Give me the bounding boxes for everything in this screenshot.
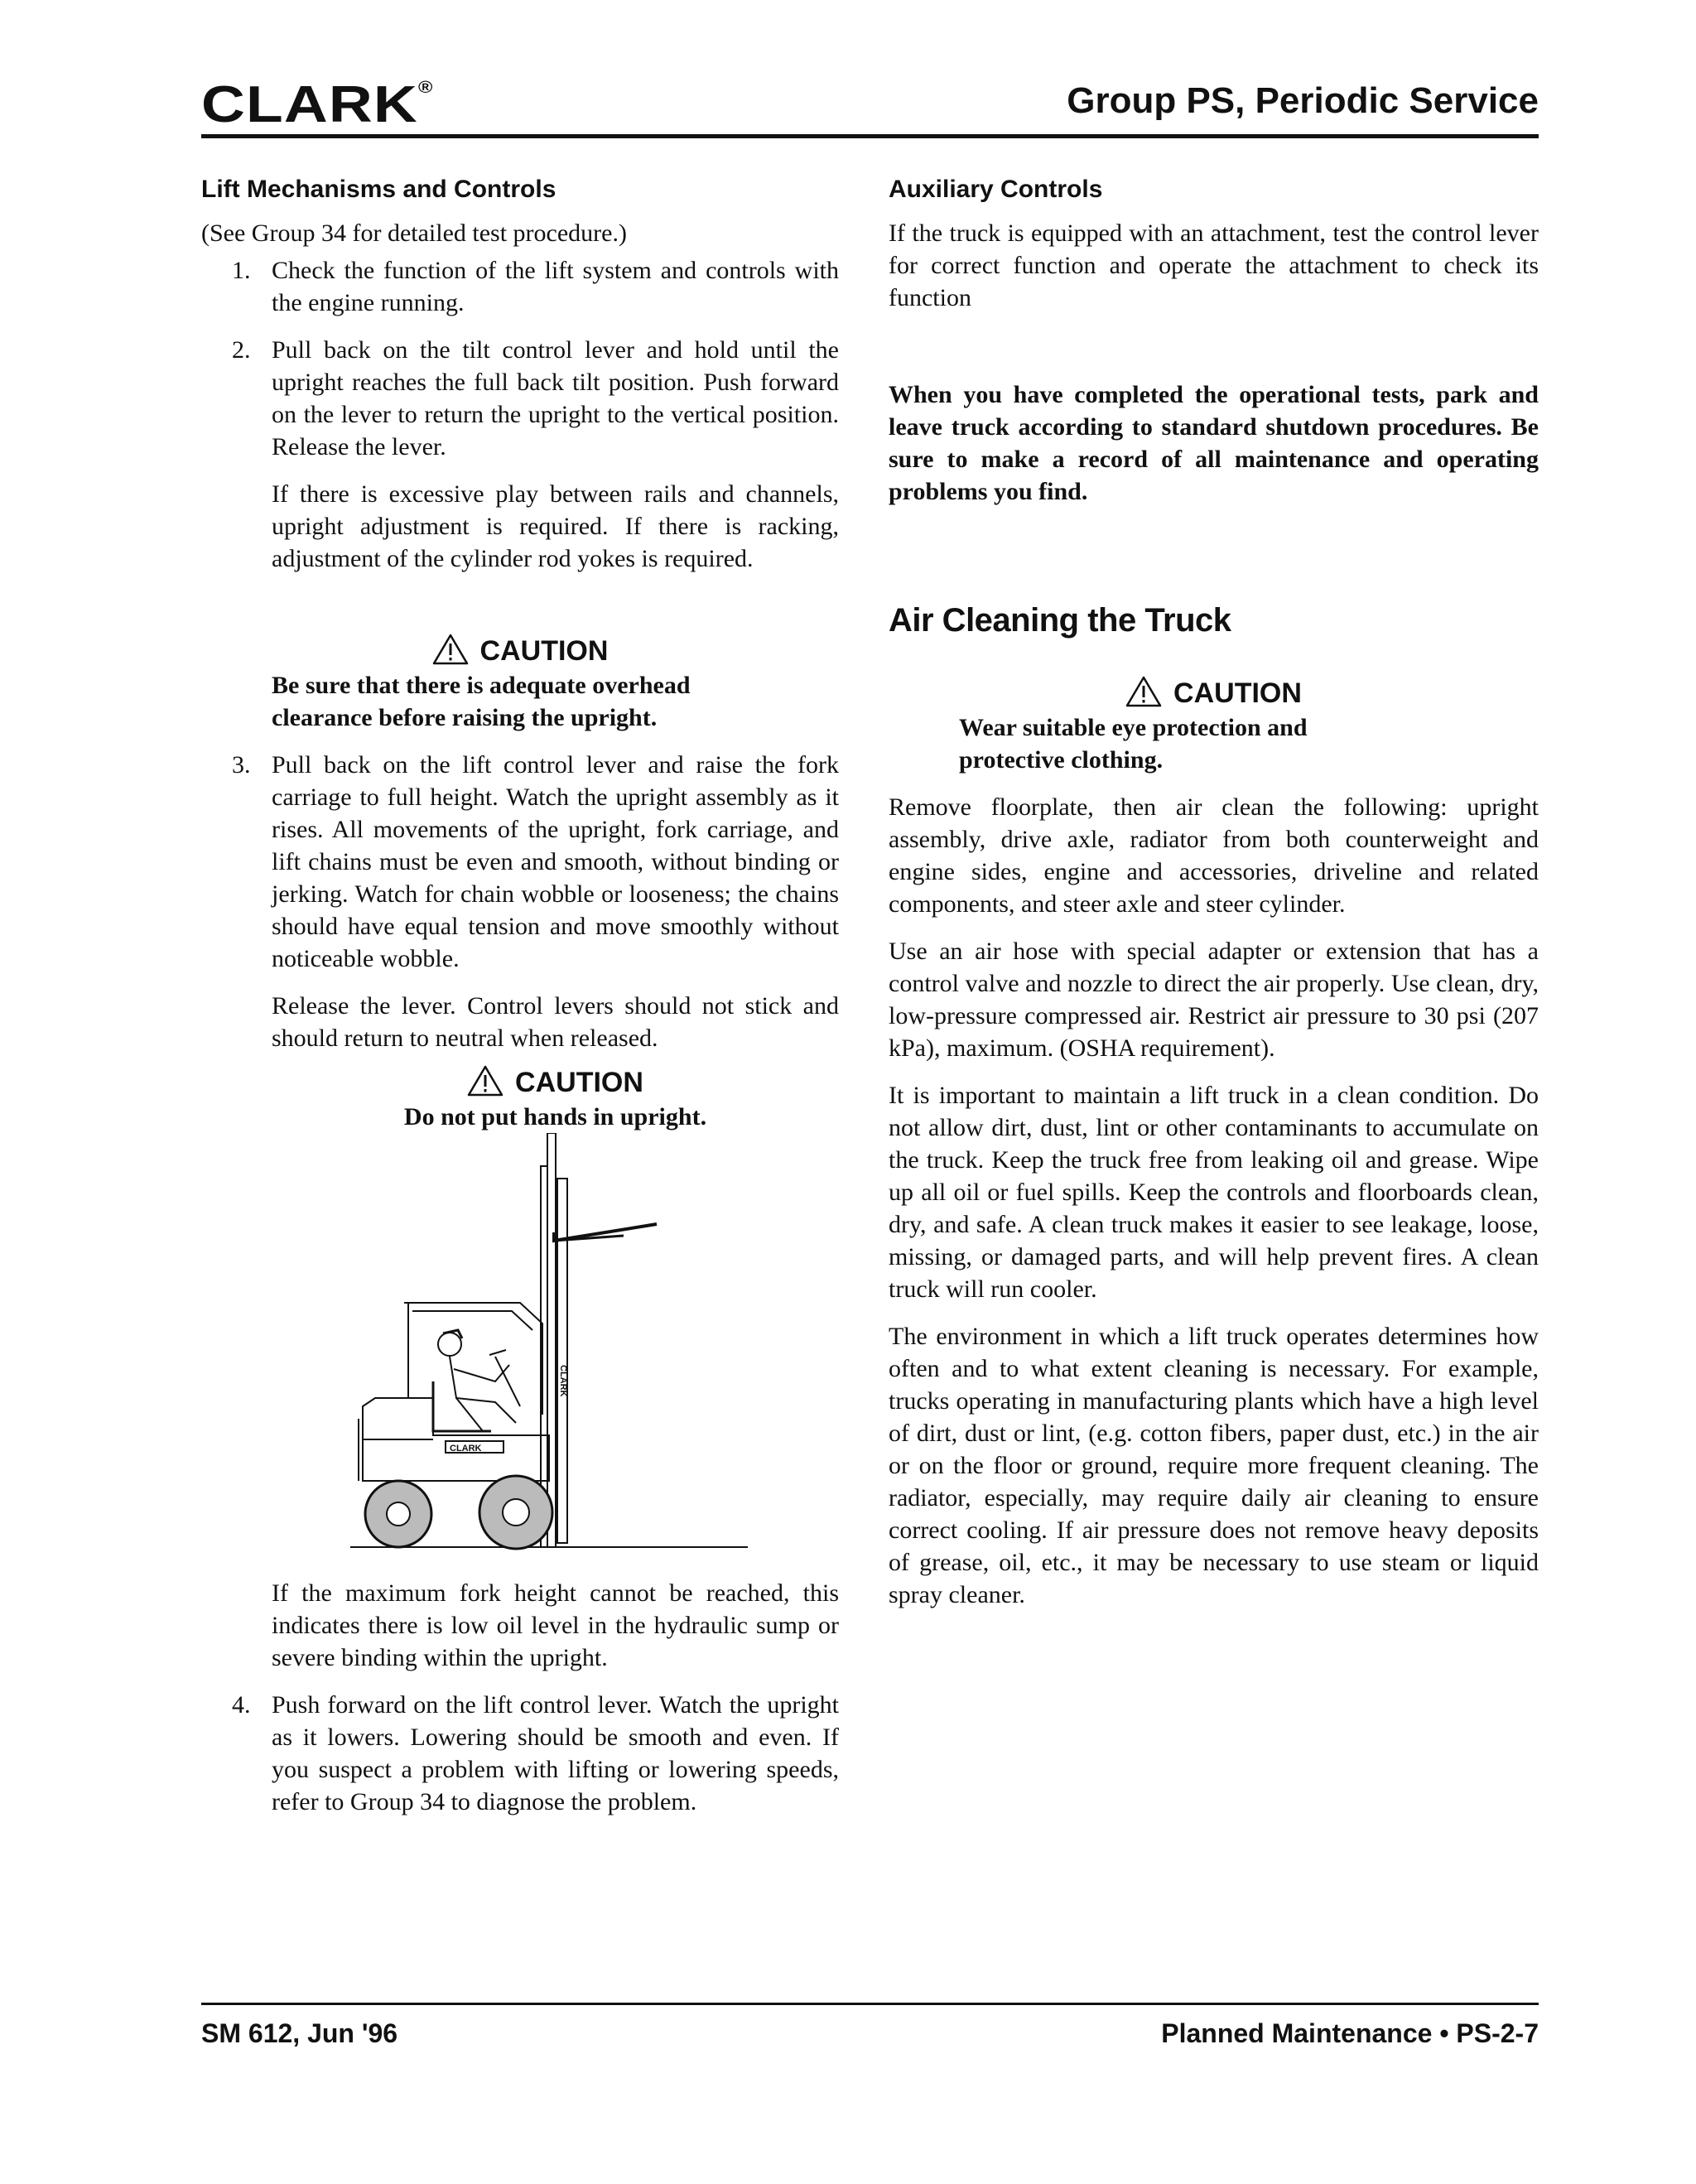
- intro-text: (See Group 34 for detailed test procedure.): [201, 219, 627, 247]
- left-column: [201, 174, 839, 1818]
- warning-triangle-icon: [1125, 676, 1162, 707]
- rear-wheel: [365, 1481, 431, 1547]
- footer-document-id: SM 612, Jun '96: [201, 2018, 398, 2048]
- mast-label: CLARK: [558, 1365, 568, 1397]
- after-figure-text: If the maximum fork height cannot be reached, this indicates there is low oil level in the hydraulic sump or severe binding within the upright.: [272, 1579, 839, 1671]
- caution-label: CAUTION: [515, 1067, 643, 1098]
- step-1: [201, 254, 839, 319]
- air-clean-paragraph-1: Remove floorplate, then air clean the following: upright assembly, drive axle, radiator from both counterweight and engine sides, engine and accessories, driveline and related components, and steer axle and steer cylinder.: [889, 793, 1539, 918]
- step-3: [201, 749, 839, 975]
- forklift-illustration: [325, 1133, 756, 1572]
- front-wheel: [479, 1476, 552, 1549]
- header-divider: [201, 134, 1539, 138]
- step-2: [201, 334, 839, 463]
- footer-page-number: Planned Maintenance • PS-2-7: [1161, 2018, 1539, 2048]
- step-2-note: If there is excessive play between rails and channels, upright adjustment is required. If there is racking, adjustment of the cylinder rod yokes is required.: [272, 480, 839, 572]
- step-number: 3.: [232, 751, 251, 779]
- caution-block-hands: [201, 1064, 839, 1133]
- caution-heading: [201, 633, 839, 669]
- lift-mechanisms-heading: Lift Mechanisms and Controls: [201, 176, 556, 203]
- truck-body-label: CLARK: [450, 1444, 482, 1454]
- step-number: 1.: [232, 257, 251, 284]
- completion-note: When you have completed the operational tests, park and leave truck according to standard shutdown procedures. Be sure to make a record of all maintenance and operating problems you find.: [889, 381, 1539, 505]
- step-text: Push forward on the lift control lever. Watch the upright as it lowers. Lowering should be smooth and even. If you suspect a problem with lifting or lowering speeds, refer to Group 34 to diagnose the problem.: [272, 1691, 839, 1815]
- step-number: 4.: [232, 1691, 251, 1719]
- caution-overhead-text: Be sure that there is adequate overhead clearance before raising the upright.: [272, 672, 691, 731]
- caution-hands-text: Do not put hands in upright.: [403, 1103, 707, 1131]
- auxiliary-text: If the truck is equipped with an attachment, test the control lever for correct function and operate the attachment to check its function: [889, 219, 1539, 311]
- caution-heading: [272, 1064, 839, 1101]
- caution-eye-text: Wear suitable eye protection and protective clothing.: [959, 714, 1308, 774]
- air-cleaning-heading: Air Cleaning the Truck: [889, 602, 1231, 639]
- caution-label: CAUTION: [479, 635, 609, 667]
- caution-heading: [889, 675, 1539, 711]
- logo-text: CLARK: [201, 76, 418, 133]
- air-clean-paragraph-4: The environment in which a lift truck operates determines how often and to what extent cleaning is necessary. For example, trucks operating in manufacturing plants which have a high level of dirt, dust or lint, (e.g. cotton fibers, paper dust, etc.) in the air or on the floor or ground, require more frequent cleaning. The radiator, especially, may require daily air cleaning to ensure correct cooling. If air pressure does not remove heavy deposits of grease, oil, etc., it may be necessary to use steam or liquid spray cleaner.: [889, 1323, 1539, 1608]
- step-4: [201, 1689, 839, 1818]
- step-text: Pull back on the lift control lever and raise the fork carriage to full height. Watch the upright assembly as it rises. All movements of the upright, fork carriage, and lift chains must be even and smooth, without binding or jerking. Watch for chain wobble or looseness; the chains should have equal tension and move smoothly without noticeable wobble.: [272, 751, 839, 972]
- page-header-title: Group PS, Periodic Service: [1067, 80, 1539, 121]
- step-text: Pull back on the tilt control lever and hold until the upright reaches the full back tilt position. Push forward on the lever to return the upright to the vertical position. Release the lever.: [272, 336, 839, 460]
- warning-triangle-icon: [432, 634, 469, 665]
- warning-triangle-icon: [467, 1065, 504, 1097]
- air-clean-paragraph-3: It is important to maintain a lift truck in a clean condition. Do not allow dirt, dust, lint or other contaminants to accumulate on the truck. Keep the truck free from leaking oil and grease. Wipe up all oil or fuel spills. Keep the controls and floorboards clean, dry, and safe. A clean truck makes it easier to see leakage, loose, missing, or damaged parts, and will help prevent fires. A clean truck will run cooler.: [889, 1082, 1539, 1303]
- step-number: 2.: [232, 336, 251, 364]
- footer-divider: [201, 2003, 1539, 2005]
- step-3-note: Release the lever. Control levers should not stick and should return to neutral when released.: [272, 992, 839, 1052]
- caution-label: CAUTION: [1173, 677, 1302, 709]
- caution-block-eye-protection: [889, 675, 1539, 711]
- caution-block-overhead: [201, 633, 839, 669]
- clark-logo: [201, 76, 434, 133]
- auxiliary-controls-heading: Auxiliary Controls: [889, 176, 1103, 203]
- registered-mark: ®: [417, 79, 434, 97]
- step-text: Check the function of the lift system and controls with the engine running.: [272, 257, 839, 316]
- right-column: [889, 174, 1539, 1611]
- air-clean-paragraph-2: Use an air hose with special adapter or extension that has a control valve and nozzle to direct the air properly. Use clean, dry, low-pressure compressed air. Restrict air pressure to 30 psi (207 kPa), maximum. (OSHA requirement).: [889, 938, 1539, 1062]
